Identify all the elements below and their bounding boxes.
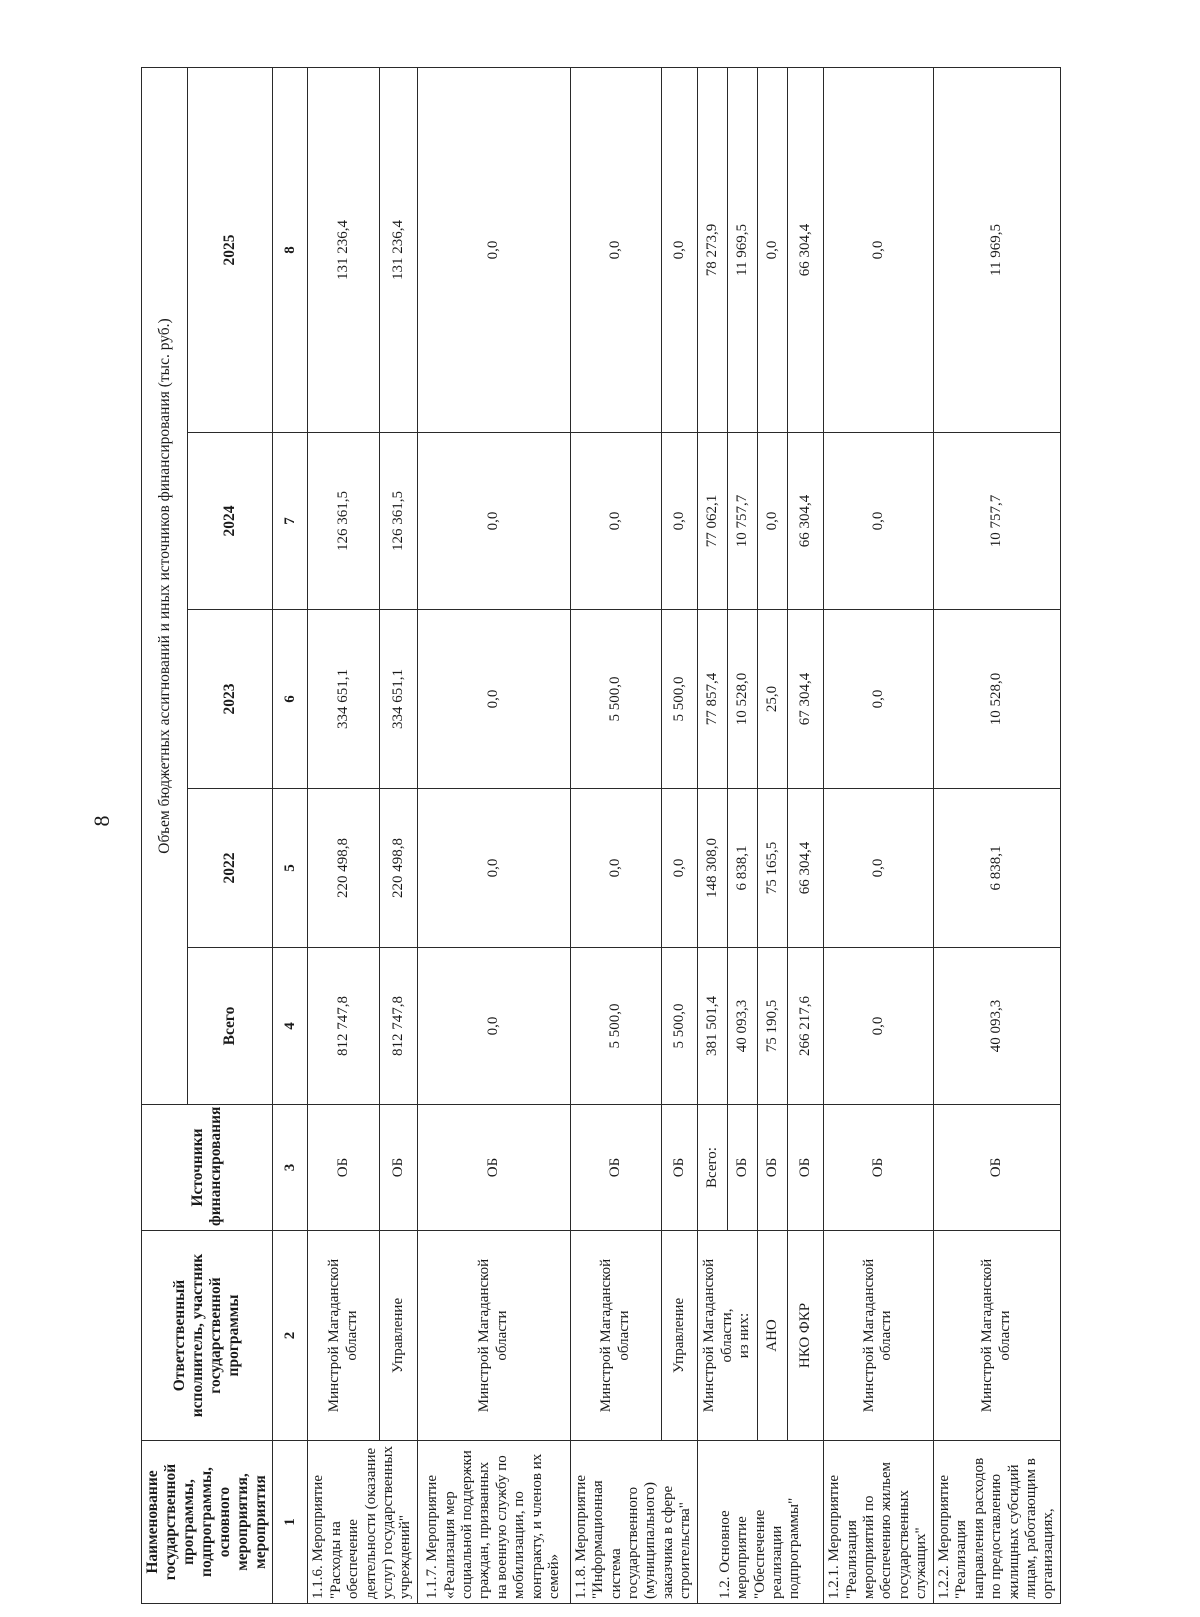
value-2024: 0,0 [661,433,697,610]
value-2024: 0,0 [418,433,571,610]
col-number: 4 [273,948,308,1105]
header-2022: 2022 [188,789,273,948]
table-row [933,68,1060,1604]
header-funding-group: Объем бюджетных ассигнований и иных источников финансирования (тыс. руб.) [142,68,188,1105]
col-number: 8 [273,68,308,433]
value-total: 266 217,6 [787,948,823,1105]
value-2023: 5 500,0 [661,610,697,789]
table-row [308,68,380,1604]
value-2023: 25,0 [757,610,787,789]
page-number: 8 [89,815,114,827]
value-2025: 0,0 [570,68,661,433]
source: ОБ [661,1105,697,1231]
value-2023: 334 651,1 [380,610,418,789]
value-2024: 0,0 [824,433,934,610]
value-2022: 220 498,8 [380,789,418,948]
executor: Минстрой Магаданской области [933,1231,1060,1441]
source: ОБ [824,1105,934,1231]
source: ОБ [308,1105,380,1231]
value-2023: 10 528,0 [727,610,757,789]
table-row [757,68,787,1604]
source: ОБ [787,1105,823,1231]
source: ОБ [727,1105,757,1231]
row-name-1-1-8: 1.1.8. Мероприятие "Информационная система государственного (муниципального) заказчика в сфере строительства" [570,1441,697,1604]
value-total: 5 500,0 [570,948,661,1105]
financing-table [141,67,1061,1604]
value-total: 812 747,8 [308,948,380,1105]
header-2023: 2023 [188,610,273,789]
value-2025: 66 304,4 [787,68,823,433]
source: ОБ [933,1105,1060,1231]
executor: Управление [380,1231,418,1441]
executor: Минстрой Магаданской области [824,1231,934,1441]
value-2022: 75 165,5 [757,789,787,948]
value-2022: 0,0 [570,789,661,948]
column-numbers-row [273,68,308,1604]
value-2023: 0,0 [824,610,934,789]
source: ОБ [757,1105,787,1231]
value-total: 381 501,4 [697,948,727,1105]
executor: Минстрой Магаданской области [570,1231,661,1441]
value-2025: 0,0 [661,68,697,433]
value-2025: 131 236,4 [308,68,380,433]
table-row [661,68,697,1604]
col-number: 6 [273,610,308,789]
value-2022: 0,0 [824,789,934,948]
value-2024: 66 304,4 [787,433,823,610]
row-name-1-2-2: 1.2.2. Мероприятие "Реализация направления расходов по предоставлению жилищных субсидий лицам, работающим в организациях, [933,1441,1060,1604]
value-2025: 78 273,9 [697,68,727,433]
source: Всего: [697,1105,727,1231]
value-2024: 77 062,1 [697,433,727,610]
value-2023: 334 651,1 [308,610,380,789]
value-2024: 0,0 [570,433,661,610]
value-2025: 11 969,5 [727,68,757,433]
rotated-table-wrapper [141,68,1061,1604]
executor: НКО ФКР [787,1231,823,1441]
row-name-1-2-1: 1.2.1. Мероприятие "Реализация мероприятий по обеспечению жильем государственных служащих" [824,1441,934,1604]
executor: Минстрой Магаданской области [418,1231,571,1441]
value-2022: 220 498,8 [308,789,380,948]
value-2023: 67 304,4 [787,610,823,789]
header-executor: Ответственный исполнитель, участник государственной программы [142,1231,273,1441]
value-2024: 0,0 [757,433,787,610]
executor [697,1231,757,1441]
value-2022: 66 304,4 [787,789,823,948]
value-2022: 0,0 [661,789,697,948]
col-number: 2 [273,1231,308,1441]
value-2022: 148 308,0 [697,789,727,948]
value-total: 0,0 [418,948,571,1105]
value-2024: 10 757,7 [933,433,1060,610]
source: ОБ [570,1105,661,1231]
value-total: 75 190,5 [757,948,787,1105]
table-row [570,68,661,1604]
col-number: 3 [273,1105,308,1231]
value-total: 0,0 [824,948,934,1105]
value-2022: 6 838,1 [933,789,1060,948]
value-2025: 0,0 [757,68,787,433]
row-name-1-1-7: 1.1.7. Мероприятие «Реализация мер социальной поддержки граждан, призванных на военную службу по мобилизации, по контракту, и членов их семей» [418,1441,571,1604]
executor: Минстрой Магаданской области [308,1231,380,1441]
header-total: Всего [188,948,273,1105]
row-name-1-2: 1.2. Основное мероприятие "Обеспечение реализации подпрограммы" [697,1441,823,1604]
executor: АНО [757,1231,787,1441]
header-name: Наименование государственной программы, подпрограммы, основного мероприятия, мероприятия [142,1441,273,1604]
value-2022: 6 838,1 [727,789,757,948]
table-row [824,68,934,1604]
value-2023: 0,0 [418,610,571,789]
value-total: 812 747,8 [380,948,418,1105]
executor: Управление [661,1231,697,1441]
source: ОБ [418,1105,571,1231]
source: ОБ [380,1105,418,1231]
value-2025: 0,0 [824,68,934,433]
header-source: Источники финансирования [142,1105,273,1231]
value-total: 40 093,3 [727,948,757,1105]
value-total: 5 500,0 [661,948,697,1105]
value-2025: 11 969,5 [933,68,1060,433]
row-name-1-1-6: 1.1.6. Мероприятие "Расходы на обеспечение деятельности (оказание услуг) государственных учреждений" [308,1441,418,1604]
value-2024: 126 361,5 [380,433,418,610]
table-row [380,68,418,1604]
value-2022: 0,0 [418,789,571,948]
table-row [418,68,571,1604]
value-2023: 10 528,0 [933,610,1060,789]
col-number: 1 [273,1441,308,1604]
value-2024: 10 757,7 [727,433,757,610]
executor-sub: из них: [735,1312,752,1359]
col-number: 5 [273,789,308,948]
value-2025: 0,0 [418,68,571,433]
executor-main: Минстрой Магаданской области, [701,1258,735,1413]
header-2024: 2024 [188,433,273,610]
table-row [697,68,727,1604]
header-2025: 2025 [188,68,273,433]
table-row [787,68,823,1604]
col-number: 7 [273,433,308,610]
value-total: 40 093,3 [933,948,1060,1105]
value-2023: 5 500,0 [570,610,661,789]
value-2025: 131 236,4 [380,68,418,433]
value-2024: 126 361,5 [308,433,380,610]
value-2023: 77 857,4 [697,610,727,789]
